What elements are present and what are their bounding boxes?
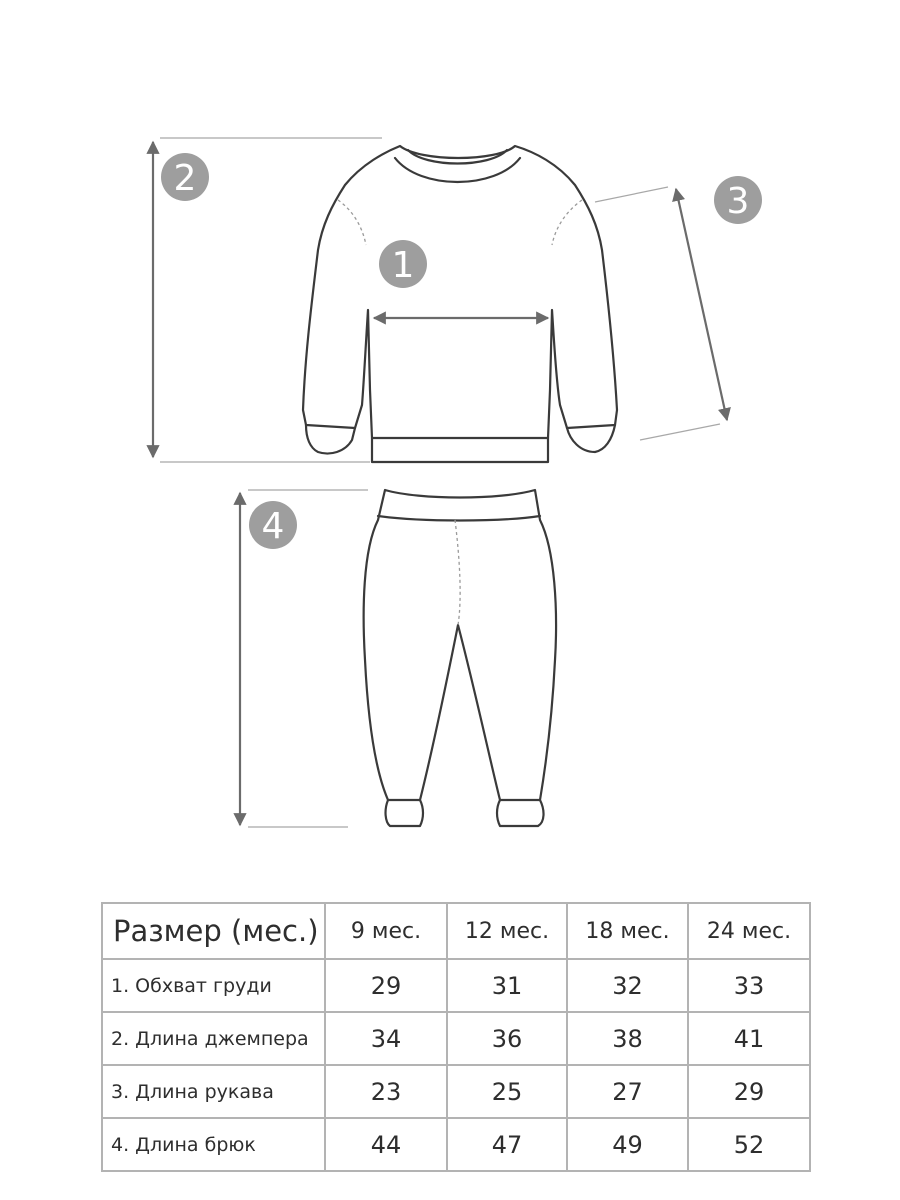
table-cell: 47 [447, 1118, 567, 1171]
table-row [102, 1065, 810, 1118]
table-cell: 25 [447, 1065, 567, 1118]
table-cell: 27 [567, 1065, 688, 1118]
table-cell: 44 [325, 1118, 447, 1171]
sweater-illustration [303, 146, 617, 462]
table-corner-label: Размер (мес.) [102, 903, 325, 959]
table-cell: 29 [688, 1065, 810, 1118]
marker-badge-2 [161, 153, 209, 201]
table-cell: 49 [567, 1118, 688, 1171]
row-label-pants-length: 4. Длина брюк [102, 1118, 325, 1171]
row-label-chest: 1. Обхват груди [102, 959, 325, 1012]
marker-badge-3 [714, 176, 762, 224]
table-row [102, 1118, 810, 1171]
marker-label-1: 1 [391, 245, 415, 286]
table-cell: 38 [567, 1012, 688, 1065]
marker-badge-1 [379, 240, 427, 288]
table-cell: 41 [688, 1012, 810, 1065]
row-label-sleeve-length: 3. Длина рукава [102, 1065, 325, 1118]
table-row [102, 1012, 810, 1065]
column-header-24m: 24 мес. [688, 903, 810, 959]
table-cell: 33 [688, 959, 810, 1012]
pants-seam [455, 520, 460, 625]
marker-label-3: 3 [726, 181, 750, 222]
guide-lines [160, 138, 720, 827]
marker-badge-4 [249, 501, 297, 549]
table-cell: 34 [325, 1012, 447, 1065]
size-table [101, 902, 811, 1172]
marker-label-2: 2 [173, 158, 197, 199]
row-label-jumper-length: 2. Длина джемпера [102, 1012, 325, 1065]
table-cell: 32 [567, 959, 688, 1012]
column-header-9m: 9 мес. [325, 903, 447, 959]
sleeve-length-arrow [676, 189, 727, 420]
table-header-row [102, 903, 810, 959]
table-cell: 23 [325, 1065, 447, 1118]
marker-label-4: 4 [261, 506, 285, 547]
pants-illustration [364, 490, 556, 826]
table-row [102, 959, 810, 1012]
measure-arrows [153, 142, 727, 825]
column-header-12m: 12 мес. [447, 903, 567, 959]
table-cell: 52 [688, 1118, 810, 1171]
table-cell: 31 [447, 959, 567, 1012]
table-cell: 29 [325, 959, 447, 1012]
table-cell: 36 [447, 1012, 567, 1065]
sweater-seams [338, 200, 582, 245]
column-header-18m: 18 мес. [567, 903, 688, 959]
